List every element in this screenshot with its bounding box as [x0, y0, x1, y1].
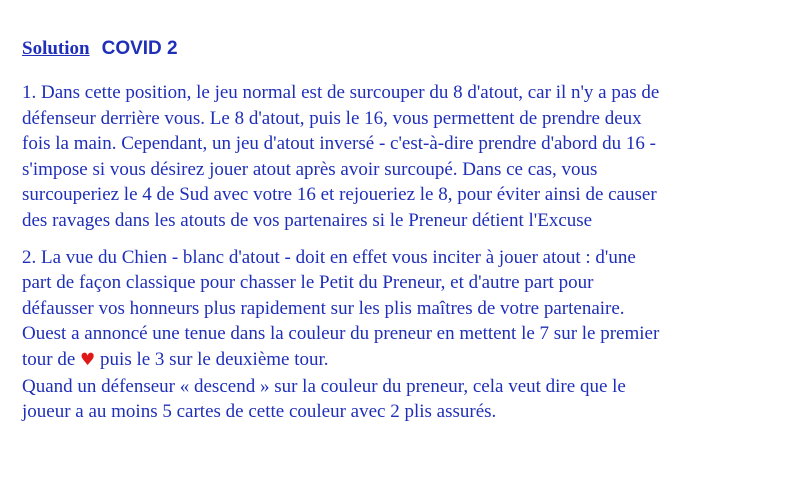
heart-suit-icon: ♥ — [80, 349, 96, 370]
paragraph-2 — [22, 245, 778, 425]
paragraph-1-line: 1. Dans cette position, le jeu normal est de surcouper du 8 d'atout, car il n'y a pas de — [22, 82, 660, 103]
paragraph-1-line: s'impose si vous désirez jouer atout après avoir surcoupé. Dans ce cas, vous — [22, 158, 598, 180]
paragraph-1-line: des ravages dans les atouts de vos partenaires si le Preneur détient l'Excuse — [22, 209, 593, 231]
covid-title: COVID 2 — [101, 38, 178, 59]
heart-line-before: tour de — [22, 348, 76, 370]
paragraph-2-line: Quand un défenseur « descend » sur la couleur du preneur, cela veut dire que le — [22, 375, 626, 397]
paragraph-1-line: défenseur derrière vous. Le 8 d'atout, puis le 16, vous permettent de prendre deux — [22, 107, 642, 129]
paragraph-2-line: défausser vos honneurs plus rapidement sur les plis maîtres de votre partenaire. — [22, 297, 625, 319]
paragraph-2-line: part de façon classique pour chasser le Petit du Preneur, et d'autre part pour — [22, 272, 594, 294]
heading — [22, 38, 778, 60]
paragraph-2-heart-line — [22, 347, 778, 374]
paragraph-2-line: 2. La vue du Chien - blanc d'atout - doit en effet vous inciter à jouer atout : d'une — [22, 246, 636, 268]
paragraph-1-line: fois la main. Cependant, un jeu d'atout inversé - c'est-à-dire prendre d'abord du 16 - — [22, 133, 656, 155]
heart-line-after: puis le 3 sur le deuxième tour. — [100, 348, 329, 370]
paragraph-2-line: joueur a au moins 5 cartes de cette couleur avec 2 plis assurés. — [22, 401, 497, 423]
paragraph-2-line: Ouest a annoncé une tenue dans la couleur du preneur en mettent le 7 sur le premier — [22, 323, 660, 345]
solution-label: Solution — [22, 38, 90, 59]
paragraph-1-line: surcouperiez le 4 de Sud avec votre 16 et rejoueriez le 8, pour éviter ainsi de causer — [22, 184, 657, 206]
paragraph-1 — [22, 80, 778, 234]
